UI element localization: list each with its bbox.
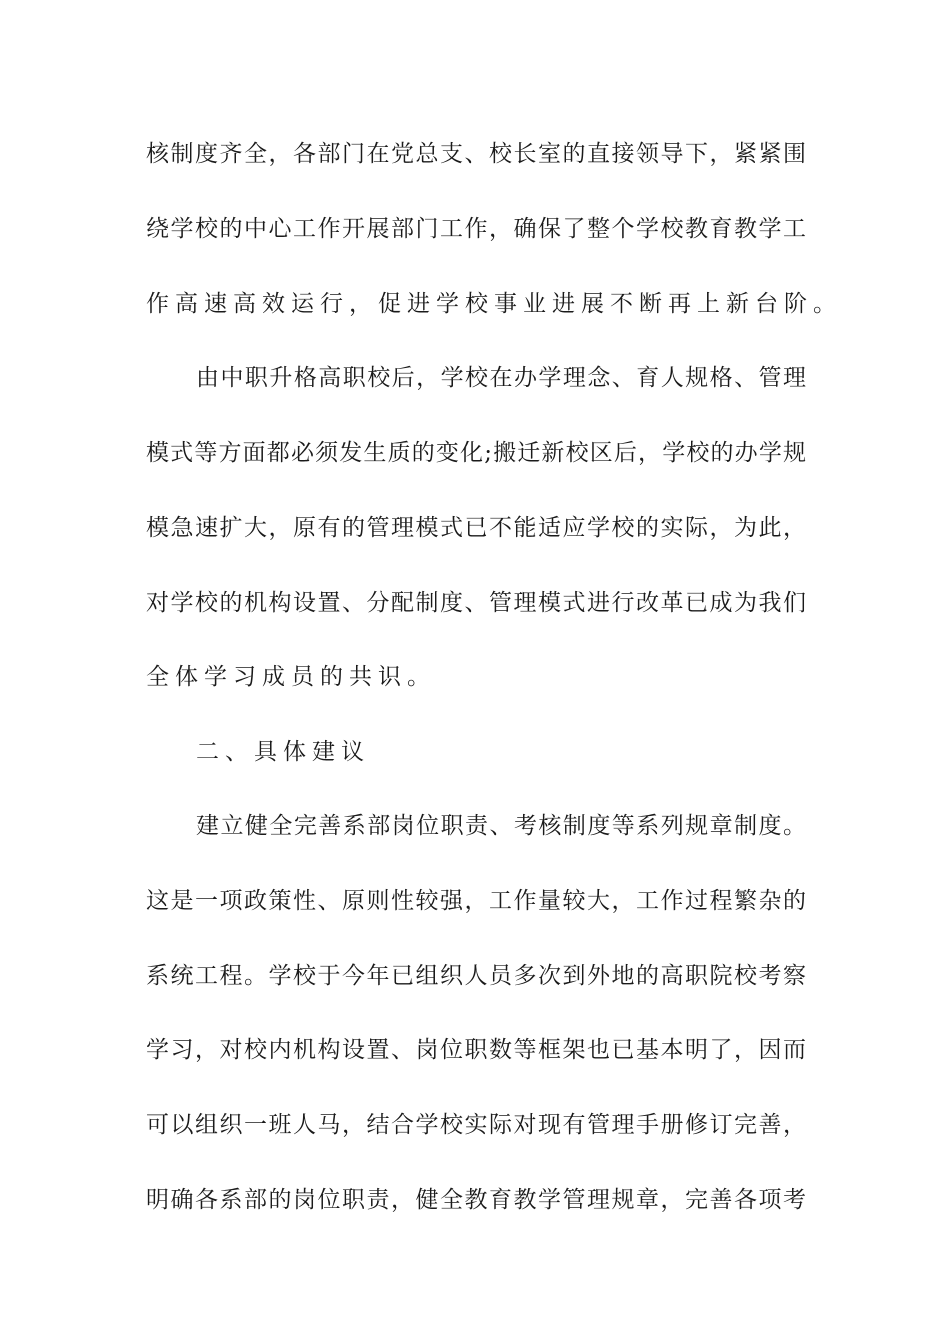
body-text-line: 这是一项政策性、原则性较强，工作量较大，工作过程繁杂的 <box>146 888 806 914</box>
body-text-line: 作高速高效运行，促进学校事业进展不断再上新台阶。 <box>146 291 842 317</box>
body-text-line: 模式等方面都必须发生质的变化;搬迁新校区后，学校的办学规 <box>146 440 806 466</box>
section-heading: 二、具体建议 <box>196 739 370 765</box>
body-text-line: 核制度齐全，各部门在党总支、校长室的直接领导下，紧紧围 <box>146 141 806 167</box>
paragraph-first-line: 由中职升格高职校后，学校在办学理念、育人规格、管理 <box>196 365 806 391</box>
body-text-line: 可以组织一班人马，结合学校实际对现有管理手册修订完善， <box>146 1112 806 1138</box>
body-text-line: 对学校的机构设置、分配制度、管理模式进行改革已成为我们 <box>146 590 806 616</box>
body-text-line: 明确各系部的岗位职责，健全教育教学管理规章，完善各项考 <box>146 1187 806 1213</box>
body-text-line: 绕学校的中心工作开展部门工作，确保了整个学校教育教学工 <box>146 216 806 242</box>
body-text-line: 全体学习成员的共识。 <box>146 664 436 690</box>
body-text-line: 模急速扩大，原有的管理模式已不能适应学校的实际，为此， <box>146 515 806 541</box>
body-text-line: 学习，对校内机构设置、岗位职数等框架也已基本明了，因而 <box>146 1037 806 1063</box>
body-text-line: 系统工程。学校于今年已组织人员多次到外地的高职院校考察 <box>146 963 806 989</box>
paragraph-first-line: 建立健全完善系部岗位职责、考核制度等系列规章制度。 <box>196 813 806 839</box>
